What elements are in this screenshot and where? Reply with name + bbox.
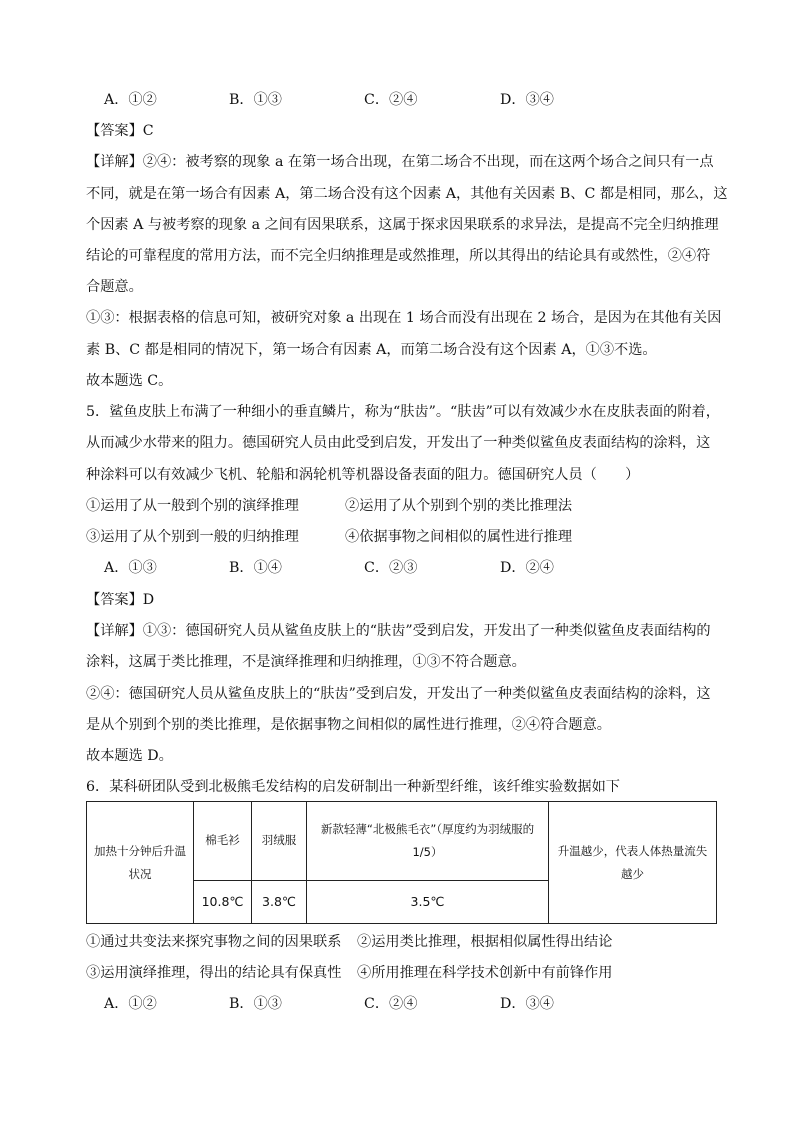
q5-option-d: D．②④ (500, 560, 554, 576)
q5-option-a: A．①③ (104, 560, 157, 576)
q5-statements-row (86, 496, 706, 516)
q5-conclusion: 故本题选 D。 (86, 748, 173, 764)
q6-stem: 6．某科研团队受到北极熊毛发结构的启发研制出一种新型纤维，该纤维实验数据如下 (86, 779, 620, 795)
table-value-cotton: 10.8℃ (194, 880, 252, 923)
q6-statement-2: ②运用类比推理，根据相似属性得出结论 (357, 934, 613, 950)
table-note: 升温越少，代表人体热量流失越少 (549, 802, 717, 924)
q4-option-d: D．③④ (500, 92, 554, 108)
q5-option-c: C．②③ (364, 560, 418, 576)
table-value-polar-sweater: 3.5℃ (307, 880, 549, 923)
q5-statement-4: ④依据事物之间相似的属性进行推理 (345, 529, 573, 545)
q4-detail-line: 结论的可靠程度的常用方法，而不完全归纳推理是或然推理，所以其得出的结论具有或然性，②④符 (86, 248, 711, 264)
q6-statement-3: ③运用演绎推理，得出的结论具有保真性 (86, 965, 342, 981)
q6-statements-row (86, 963, 706, 983)
q4-conclusion: 故本题选 C。 (86, 373, 173, 389)
q6-option-b: B．①③ (229, 996, 282, 1012)
q5-detail-line: 【详解】①③：德国研究人员从鲨鱼皮肤上的“肤齿”受到启发，开发出了一种类似鲨鱼皮表面结构的 (86, 623, 711, 639)
q5-statement-1: ①运用了从一般到个别的演绎推理 (86, 498, 299, 514)
q4-option-b: B．①③ (229, 92, 282, 108)
q4-options (86, 90, 606, 110)
q6-options (86, 994, 606, 1014)
table-header-down: 羽绒服 (252, 802, 307, 881)
table-header-polar-sweater: 新款轻薄“北极熊毛衣”（厚度约为羽绒服的 1/5） (307, 802, 549, 881)
q5-answer: 【答案】D (86, 592, 155, 608)
q5-detail-line: 是从个别到个别的类比推理，是依据事物之间相似的属性进行推理，②④符合题意。 (86, 717, 611, 733)
q5-statements-row (86, 527, 706, 547)
q4-option-c: C．②④ (364, 92, 418, 108)
q6-option-d: D．③④ (500, 996, 554, 1012)
q5-detail-line: ②④：德国研究人员从鲨鱼皮肤上的“肤齿”受到启发，开发出了一种类似鲨鱼皮表面结构的涂料，这 (86, 686, 711, 702)
q6-statement-4: ④所用推理在科学技术创新中有前锋作用 (357, 965, 613, 981)
q4-answer: 【答案】C (86, 123, 154, 139)
q4-option-a: A．①② (104, 92, 157, 108)
q6-data-table (86, 801, 717, 924)
q5-stem-line: 种涂料可以有效减少飞机、轮船和涡轮机等机器设备表面的阻力。德国研究人员（ ） (86, 467, 640, 483)
q6-option-a: A．①② (104, 996, 157, 1012)
q4-detail-line: 合题意。 (86, 279, 143, 295)
q5-detail-line: 涂料，这属于类比推理，不是演绎推理和归纳推理，①③不符合题意。 (86, 654, 526, 670)
table-row-label: 加热十分钟后升温状况 (87, 802, 194, 924)
q6-statement-1: ①通过共变法来探究事物之间的因果联系 (86, 934, 342, 950)
q5-options (86, 558, 606, 578)
q4-detail-line: 素 B、C 都是相同的情况下，第一场合有因素 A，而第二场合没有这个因素 A，①③不选。 (86, 342, 657, 358)
q4-detail-line: 不同，就是在第一场合有因素 A，第二场合没有这个因素 A，其他有关因素 B、C 都是相同，那么，这 (86, 186, 728, 202)
q4-detail-line: 【详解】②④：被考察的现象 a 在第一场合出现，在第二场合不出现，而在这两个场合之间只有一点 (86, 154, 714, 170)
q5-statement-3: ③运用了从个别到一般的归纳推理 (86, 529, 299, 545)
q5-stem-line: 从而减少水带来的阻力。德国研究人员由此受到启发，开发出了一种类似鲨鱼皮表面结构的涂料，这 (86, 435, 711, 451)
q6-option-c: C．②④ (364, 996, 418, 1012)
q5-option-b: B．①④ (229, 560, 282, 576)
q4-detail-line: ①③：根据表格的信息可知，被研究对象 a 出现在 1 场合而没有出现在 2 场合，是因为在其他有关因 (86, 310, 722, 326)
table-header-cotton: 棉毛衫 (194, 802, 252, 881)
q6-statements-row (86, 932, 706, 952)
q4-detail-line: 个因素 A 与被考察的现象 a 之间有因果联系，这属于探求因果联系的求异法，是提高不完全归纳推理 (86, 217, 719, 233)
q5-statement-2: ②运用了从个别到个别的类比推理法 (345, 498, 573, 514)
q5-stem-line: 5．鲨鱼皮肤上布满了一种细小的垂直鳞片，称为“肤齿”。“肤齿”可以有效减少水在皮肤表面的附着， (86, 404, 720, 420)
table-value-down: 3.8℃ (252, 880, 307, 923)
